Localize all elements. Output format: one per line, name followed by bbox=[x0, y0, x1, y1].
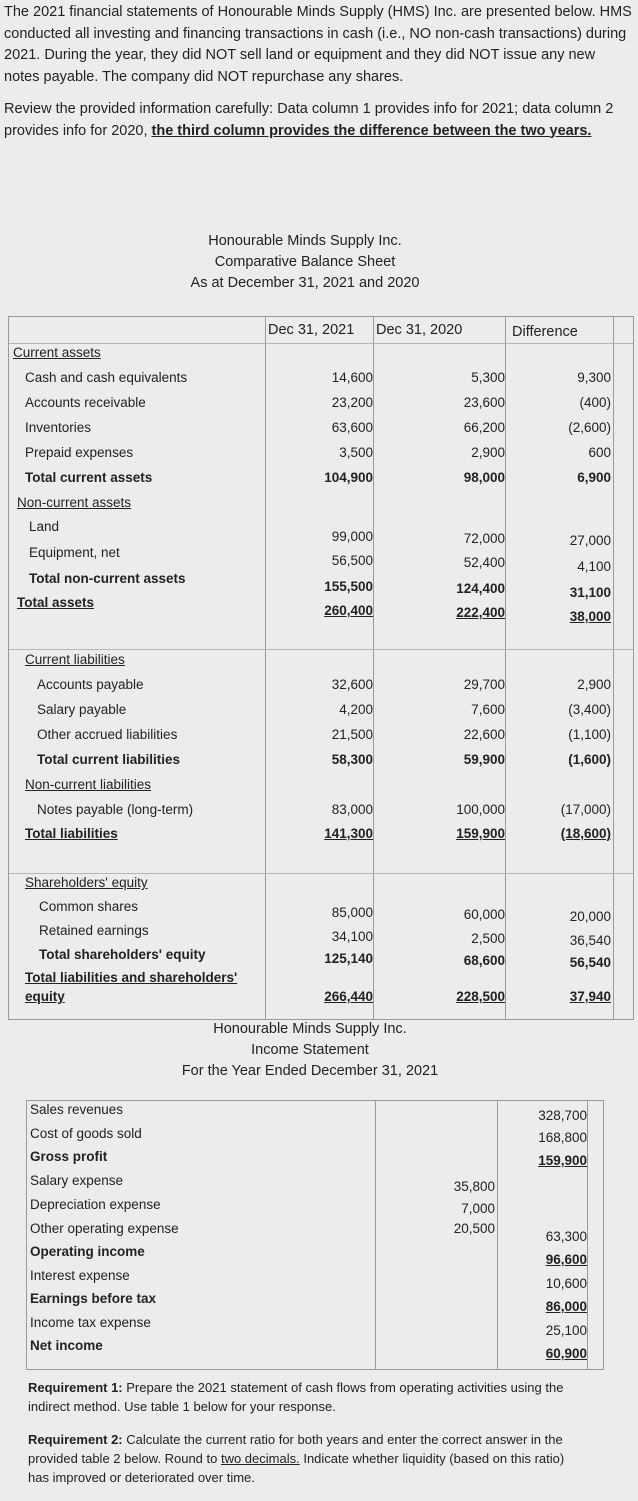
cell-difference: 31,100 bbox=[569, 585, 611, 600]
table-row bbox=[27, 1291, 603, 1315]
cell-difference: 2,900 bbox=[577, 677, 611, 692]
table-row bbox=[9, 519, 633, 548]
row-label-other-accrued: Other accrued liabilities bbox=[37, 727, 178, 742]
row-label-current-liabilities: Current liabilities bbox=[25, 652, 125, 667]
cell-2020: 159,900 bbox=[456, 826, 505, 841]
is-cell-right: 168,800 bbox=[538, 1130, 587, 1145]
cell-difference: 38,000 bbox=[569, 609, 611, 624]
is-cell-mid: 20,500 bbox=[453, 1221, 495, 1236]
row-label-equipment: Equipment, net bbox=[29, 545, 120, 560]
table-row bbox=[9, 923, 633, 947]
cell-2021: 21,500 bbox=[331, 727, 373, 742]
table-row bbox=[27, 1338, 603, 1362]
table-row bbox=[27, 1102, 603, 1126]
cell-difference: (1,600) bbox=[568, 752, 611, 767]
income-statement-title-block bbox=[160, 1019, 460, 1082]
is-cell-right: 63,300 bbox=[545, 1229, 587, 1244]
cell-difference: (1,100) bbox=[568, 727, 611, 742]
cell-2021: 104,900 bbox=[324, 470, 373, 485]
is-label-depreciation: Depreciation expense bbox=[30, 1197, 161, 1212]
cell-difference: 6,900 bbox=[577, 470, 611, 485]
cell-difference: 36,540 bbox=[569, 933, 611, 948]
balance-sheet-name: Comparative Balance Sheet bbox=[214, 254, 396, 270]
table-row bbox=[9, 545, 633, 574]
cell-difference: (3,400) bbox=[568, 702, 611, 717]
row-label-shareholders-equity: Shareholders' equity bbox=[25, 875, 148, 890]
table-row bbox=[9, 495, 633, 519]
row-label-total-equity: Total shareholders' equity bbox=[39, 947, 206, 962]
requirements-text bbox=[28, 1378, 588, 1501]
cell-2021: 63,600 bbox=[331, 420, 373, 435]
row-label-total-non-current-assets: Total non-current assets bbox=[29, 571, 186, 586]
cell-2020: 100,000 bbox=[456, 802, 505, 817]
requirement-1-text: Prepare the 2021 statement of cash flows from operating activities using the indirect method. Use table 1 below for your response. bbox=[28, 1380, 564, 1414]
cell-difference: 37,940 bbox=[569, 989, 611, 1004]
row-label-prepaid-expenses: Prepaid expenses bbox=[25, 445, 134, 460]
column-header-2020: Dec 31, 2020 bbox=[376, 322, 463, 338]
cell-2021: 155,500 bbox=[324, 579, 373, 594]
is-label-other-operating: Other operating expense bbox=[30, 1221, 179, 1236]
row-label-notes-payable: Notes payable (long-term) bbox=[37, 802, 194, 817]
table-row bbox=[9, 947, 633, 971]
is-cell-mid: 35,800 bbox=[453, 1179, 495, 1194]
row-label-inventories: Inventories bbox=[25, 420, 92, 435]
cell-difference: 4,100 bbox=[577, 559, 611, 574]
table-row bbox=[9, 420, 633, 444]
row-label-total-liab-and-equity: Total liabilities and shareholders' bbox=[25, 970, 238, 985]
balance-sheet-company: Honourable Minds Supply Inc. bbox=[208, 233, 402, 249]
row-label-total-assets: Total assets bbox=[17, 595, 95, 610]
table-row bbox=[9, 777, 633, 801]
table-row bbox=[9, 445, 633, 469]
row-label-salary-payable: Salary payable bbox=[37, 702, 127, 717]
cell-2021: 58,300 bbox=[331, 752, 373, 767]
requirement-2-label: Requirement 2: bbox=[28, 1432, 123, 1447]
table-row bbox=[27, 1197, 603, 1221]
is-cell-mid: 7,000 bbox=[461, 1201, 495, 1216]
income-statement-company: Honourable Minds Supply Inc. bbox=[213, 1021, 407, 1037]
cell-difference: 9,300 bbox=[577, 370, 611, 385]
cell-difference: (400) bbox=[579, 395, 611, 410]
intro-text bbox=[4, 2, 634, 153]
table-row bbox=[9, 875, 633, 899]
column-header-difference: Difference bbox=[512, 324, 578, 340]
is-label-net-income: Net income bbox=[30, 1338, 103, 1353]
balance-sheet-title-block bbox=[150, 231, 460, 294]
row-label-accounts-receivable: Accounts receivable bbox=[25, 395, 146, 410]
table-row bbox=[27, 1315, 603, 1339]
intro-paragraph-2 bbox=[4, 99, 634, 142]
cell-2021: 4,200 bbox=[339, 702, 373, 717]
cell-2020: 2,900 bbox=[471, 445, 505, 460]
row-label-total-liabilities: Total liabilities bbox=[25, 826, 118, 841]
row-label-accounts-payable: Accounts payable bbox=[37, 677, 144, 692]
table-row bbox=[27, 1221, 603, 1245]
cell-difference: 600 bbox=[588, 445, 611, 460]
requirement-1-label: Requirement 1: bbox=[28, 1380, 123, 1395]
table-row bbox=[9, 571, 633, 600]
is-cell-right: 96,600 bbox=[545, 1252, 587, 1267]
table-row bbox=[27, 1173, 603, 1197]
is-cell-right: 60,900 bbox=[545, 1346, 587, 1361]
is-cell-right: 86,000 bbox=[545, 1299, 587, 1314]
cell-difference: (2,600) bbox=[568, 420, 611, 435]
table-row bbox=[27, 1149, 603, 1173]
requirement-2-text-underlined: two decimals. bbox=[220, 1451, 300, 1466]
cell-2021: 99,000 bbox=[331, 529, 373, 544]
cell-2021: 266,440 bbox=[324, 989, 373, 1004]
cell-2021: 14,600 bbox=[331, 370, 373, 385]
row-label-retained-earnings: Retained earnings bbox=[39, 923, 149, 938]
table-row bbox=[9, 702, 633, 726]
is-label-sales: Sales revenues bbox=[30, 1102, 124, 1117]
row-label-current-assets: Current assets bbox=[13, 345, 101, 360]
is-label-ebt: Earnings before tax bbox=[30, 1291, 157, 1306]
table-row bbox=[9, 727, 633, 751]
table-row bbox=[9, 826, 633, 850]
intro-paragraph-2-emphasis: the third column provides the difference between the two years. bbox=[151, 122, 592, 139]
table-row bbox=[9, 989, 633, 1013]
table-row bbox=[27, 1244, 603, 1268]
balance-sheet-date: As at December 31, 2021 and 2020 bbox=[190, 275, 420, 291]
row-label-land: Land bbox=[29, 519, 60, 534]
table-row bbox=[9, 652, 633, 676]
cell-2020: 7,600 bbox=[471, 702, 505, 717]
is-label-gross-profit: Gross profit bbox=[30, 1149, 108, 1164]
cell-2021: 3,500 bbox=[339, 445, 373, 460]
requirement-2-text-b: Indicate whether liquidity (based on this ratio) has improved or deteriorated over time. bbox=[28, 1451, 565, 1485]
is-cell-right: 328,700 bbox=[538, 1108, 587, 1123]
row-label-non-current-assets: Non-current assets bbox=[17, 495, 132, 510]
table-row bbox=[9, 802, 633, 826]
is-cell-right: 159,900 bbox=[538, 1153, 587, 1168]
cell-2021: 125,140 bbox=[324, 951, 373, 966]
table-row bbox=[9, 345, 633, 369]
is-label-salary: Salary expense bbox=[30, 1173, 124, 1188]
row-label-equity-continued: equity bbox=[25, 989, 65, 1004]
intro-paragraph-1: The 2021 financial statements of Honourable Minds Supply (HMS) Inc. are presented below. HMS conducted all investing and financing transactions in cash (i.e., NO non-cash transactions) during 2021. During the year, they did NOT sell land or equipment and they did NOT issue any new notes payable. The company did NOT repurchase any shares. bbox=[4, 4, 632, 85]
cell-2020: 68,600 bbox=[463, 953, 505, 968]
table-row bbox=[9, 752, 633, 776]
cell-2020: 59,900 bbox=[463, 752, 505, 767]
is-cell-right: 10,600 bbox=[545, 1276, 587, 1291]
balance-sheet-table bbox=[8, 316, 634, 1020]
requirement-2 bbox=[28, 1430, 588, 1487]
cell-2020: 2,500 bbox=[471, 931, 505, 946]
requirement-1 bbox=[28, 1378, 588, 1416]
is-label-interest: Interest expense bbox=[30, 1268, 130, 1283]
cell-2021: 23,200 bbox=[331, 395, 373, 410]
intro-paragraph-2-text: Review the provided information carefully: Data column 1 provides info for 2021; data column 2 provides info for 2020, bbox=[4, 101, 614, 139]
cell-2020: 222,400 bbox=[456, 605, 505, 620]
cell-2020: 72,000 bbox=[463, 531, 505, 546]
table-row bbox=[9, 370, 633, 394]
cell-2020: 66,200 bbox=[463, 420, 505, 435]
cell-2020: 5,300 bbox=[471, 370, 505, 385]
cell-2021: 32,600 bbox=[331, 677, 373, 692]
cell-difference: 20,000 bbox=[569, 909, 611, 924]
table-row bbox=[9, 595, 633, 624]
cell-2021: 260,400 bbox=[324, 603, 373, 618]
cell-2021: 83,000 bbox=[331, 802, 373, 817]
is-label-income-tax: Income tax expense bbox=[30, 1315, 151, 1330]
row-label-common-shares: Common shares bbox=[39, 899, 139, 914]
cell-2021: 34,100 bbox=[331, 929, 373, 944]
income-statement-table bbox=[26, 1100, 604, 1370]
requirement-2-text-a: Calculate the current ratio for both years and enter the correct answer in the provided table 2 below. Round to bbox=[28, 1432, 563, 1466]
income-statement-name: Income Statement bbox=[251, 1042, 369, 1058]
table-row bbox=[9, 899, 633, 923]
is-cell-right: 25,100 bbox=[545, 1323, 587, 1338]
column-header-2021: Dec 31, 2021 bbox=[268, 322, 355, 338]
cell-2020: 124,400 bbox=[456, 581, 505, 596]
cell-2021: 56,500 bbox=[331, 553, 373, 568]
cell-2020: 29,700 bbox=[463, 677, 505, 692]
cell-2021: 85,000 bbox=[331, 905, 373, 920]
row-label-cash: Cash and cash equivalents bbox=[25, 370, 188, 385]
cell-2020: 60,000 bbox=[463, 907, 505, 922]
is-label-cogs: Cost of goods sold bbox=[30, 1126, 142, 1141]
table-row bbox=[27, 1268, 603, 1292]
cell-2020: 98,000 bbox=[463, 470, 505, 485]
table-row bbox=[27, 1126, 603, 1150]
row-label-total-current-liabilities: Total current liabilities bbox=[37, 752, 181, 767]
is-label-operating-income: Operating income bbox=[30, 1244, 145, 1259]
table-row bbox=[9, 677, 633, 701]
cell-difference: (18,600) bbox=[560, 826, 611, 841]
table-row bbox=[9, 395, 633, 419]
cell-2020: 228,500 bbox=[456, 989, 505, 1004]
cell-difference: 56,540 bbox=[569, 955, 611, 970]
row-label-total-current-assets: Total current assets bbox=[25, 470, 153, 485]
row-label-non-current-liabilities: Non-current liabilities bbox=[25, 777, 152, 792]
income-statement-date: For the Year Ended December 31, 2021 bbox=[181, 1063, 439, 1079]
table-row bbox=[9, 470, 633, 494]
cell-2020: 23,600 bbox=[463, 395, 505, 410]
cell-difference: 27,000 bbox=[569, 533, 611, 548]
cell-2021: 141,300 bbox=[324, 826, 373, 841]
cell-2020: 22,600 bbox=[463, 727, 505, 742]
cell-2020: 52,400 bbox=[463, 555, 505, 570]
cell-difference: (17,000) bbox=[560, 802, 611, 817]
